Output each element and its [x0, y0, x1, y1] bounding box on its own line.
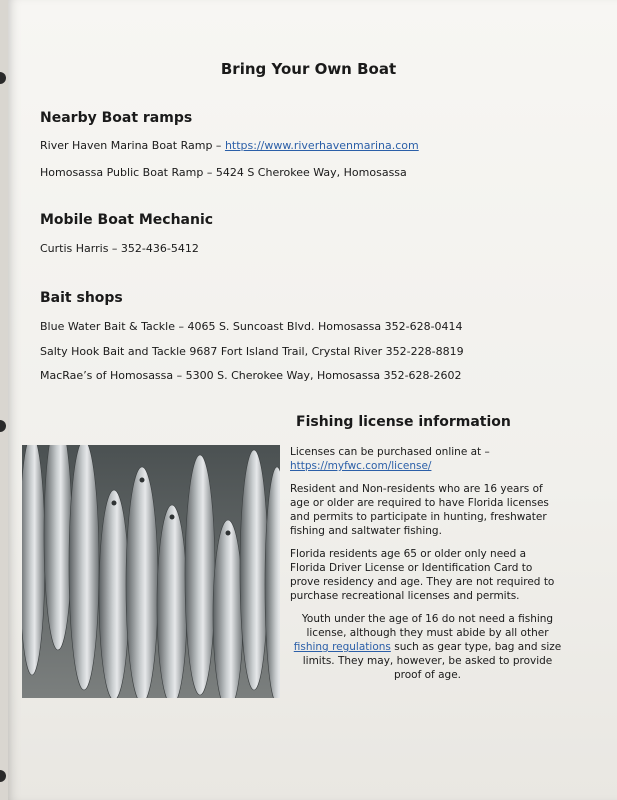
river-haven-link[interactable]: https://www.riverhavenmarina.com: [224, 139, 419, 152]
youth-text-a: Youth under the age of 16 do not need a fishing license, although they must abide by all other: [301, 613, 554, 639]
license-requirement-paragraph: Resident and Non-residents who are 16 years of age or older are required to have Florida licenses and permits to participate in hunting, freshwater fishing and saltwater fishing.: [290, 483, 549, 537]
binder-hole: [0, 420, 6, 432]
license-info-text: [290, 445, 565, 691]
page-title: Bring Your Own Boat: [220, 60, 397, 78]
senior-license-paragraph: Florida residents age 65 or older only need a Florida Driver License or Identification Card to prove residency and age. They are not required to purchase recreational licenses and permits.: [290, 548, 555, 602]
boat-ramp-name: River Haven Marina Boat Ramp –: [40, 139, 222, 152]
fish-photo: [22, 445, 280, 698]
bait-salty-hook: Salty Hook Bait and Tackle 9687 Fort Island Trail, Crystal River 352-228-8819: [40, 345, 464, 358]
bait-macraes: MacRae’s of Homosassa – 5300 S. Cherokee Way, Homosassa 352-628-2602: [40, 369, 462, 382]
boat-ramp-homosassa: Homosassa Public Boat Ramp – 5424 S Cherokee Way, Homosassa: [40, 166, 407, 179]
bait-shops-heading: Bait shops: [40, 290, 123, 306]
bait-blue-water: Blue Water Bait & Tackle – 4065 S. Suncoast Blvd. Homosassa 352-628-0414: [40, 320, 463, 333]
license-heading: Fishing license information: [296, 414, 511, 430]
youth-license-paragraph: [290, 612, 565, 682]
myfwc-license-link[interactable]: https://myfwc.com/license/: [290, 460, 432, 472]
mechanic-curtis: Curtis Harris – 352-436-5412: [40, 242, 199, 255]
license-purchase-text: Licenses can be purchased online at –: [290, 446, 490, 458]
mechanic-heading: Mobile Boat Mechanic: [40, 212, 214, 228]
boat-ramp-river-haven: [40, 139, 419, 152]
boat-ramps-heading: Nearby Boat ramps: [40, 110, 193, 126]
license-purchase-paragraph: [290, 445, 565, 473]
fishing-regulations-link[interactable]: fishing regulations: [293, 641, 391, 653]
binder-hole: [0, 770, 6, 782]
youth-text-b: such as gear type, bag and size limits. They may, however, be asked to provide proof of age.: [302, 641, 562, 681]
